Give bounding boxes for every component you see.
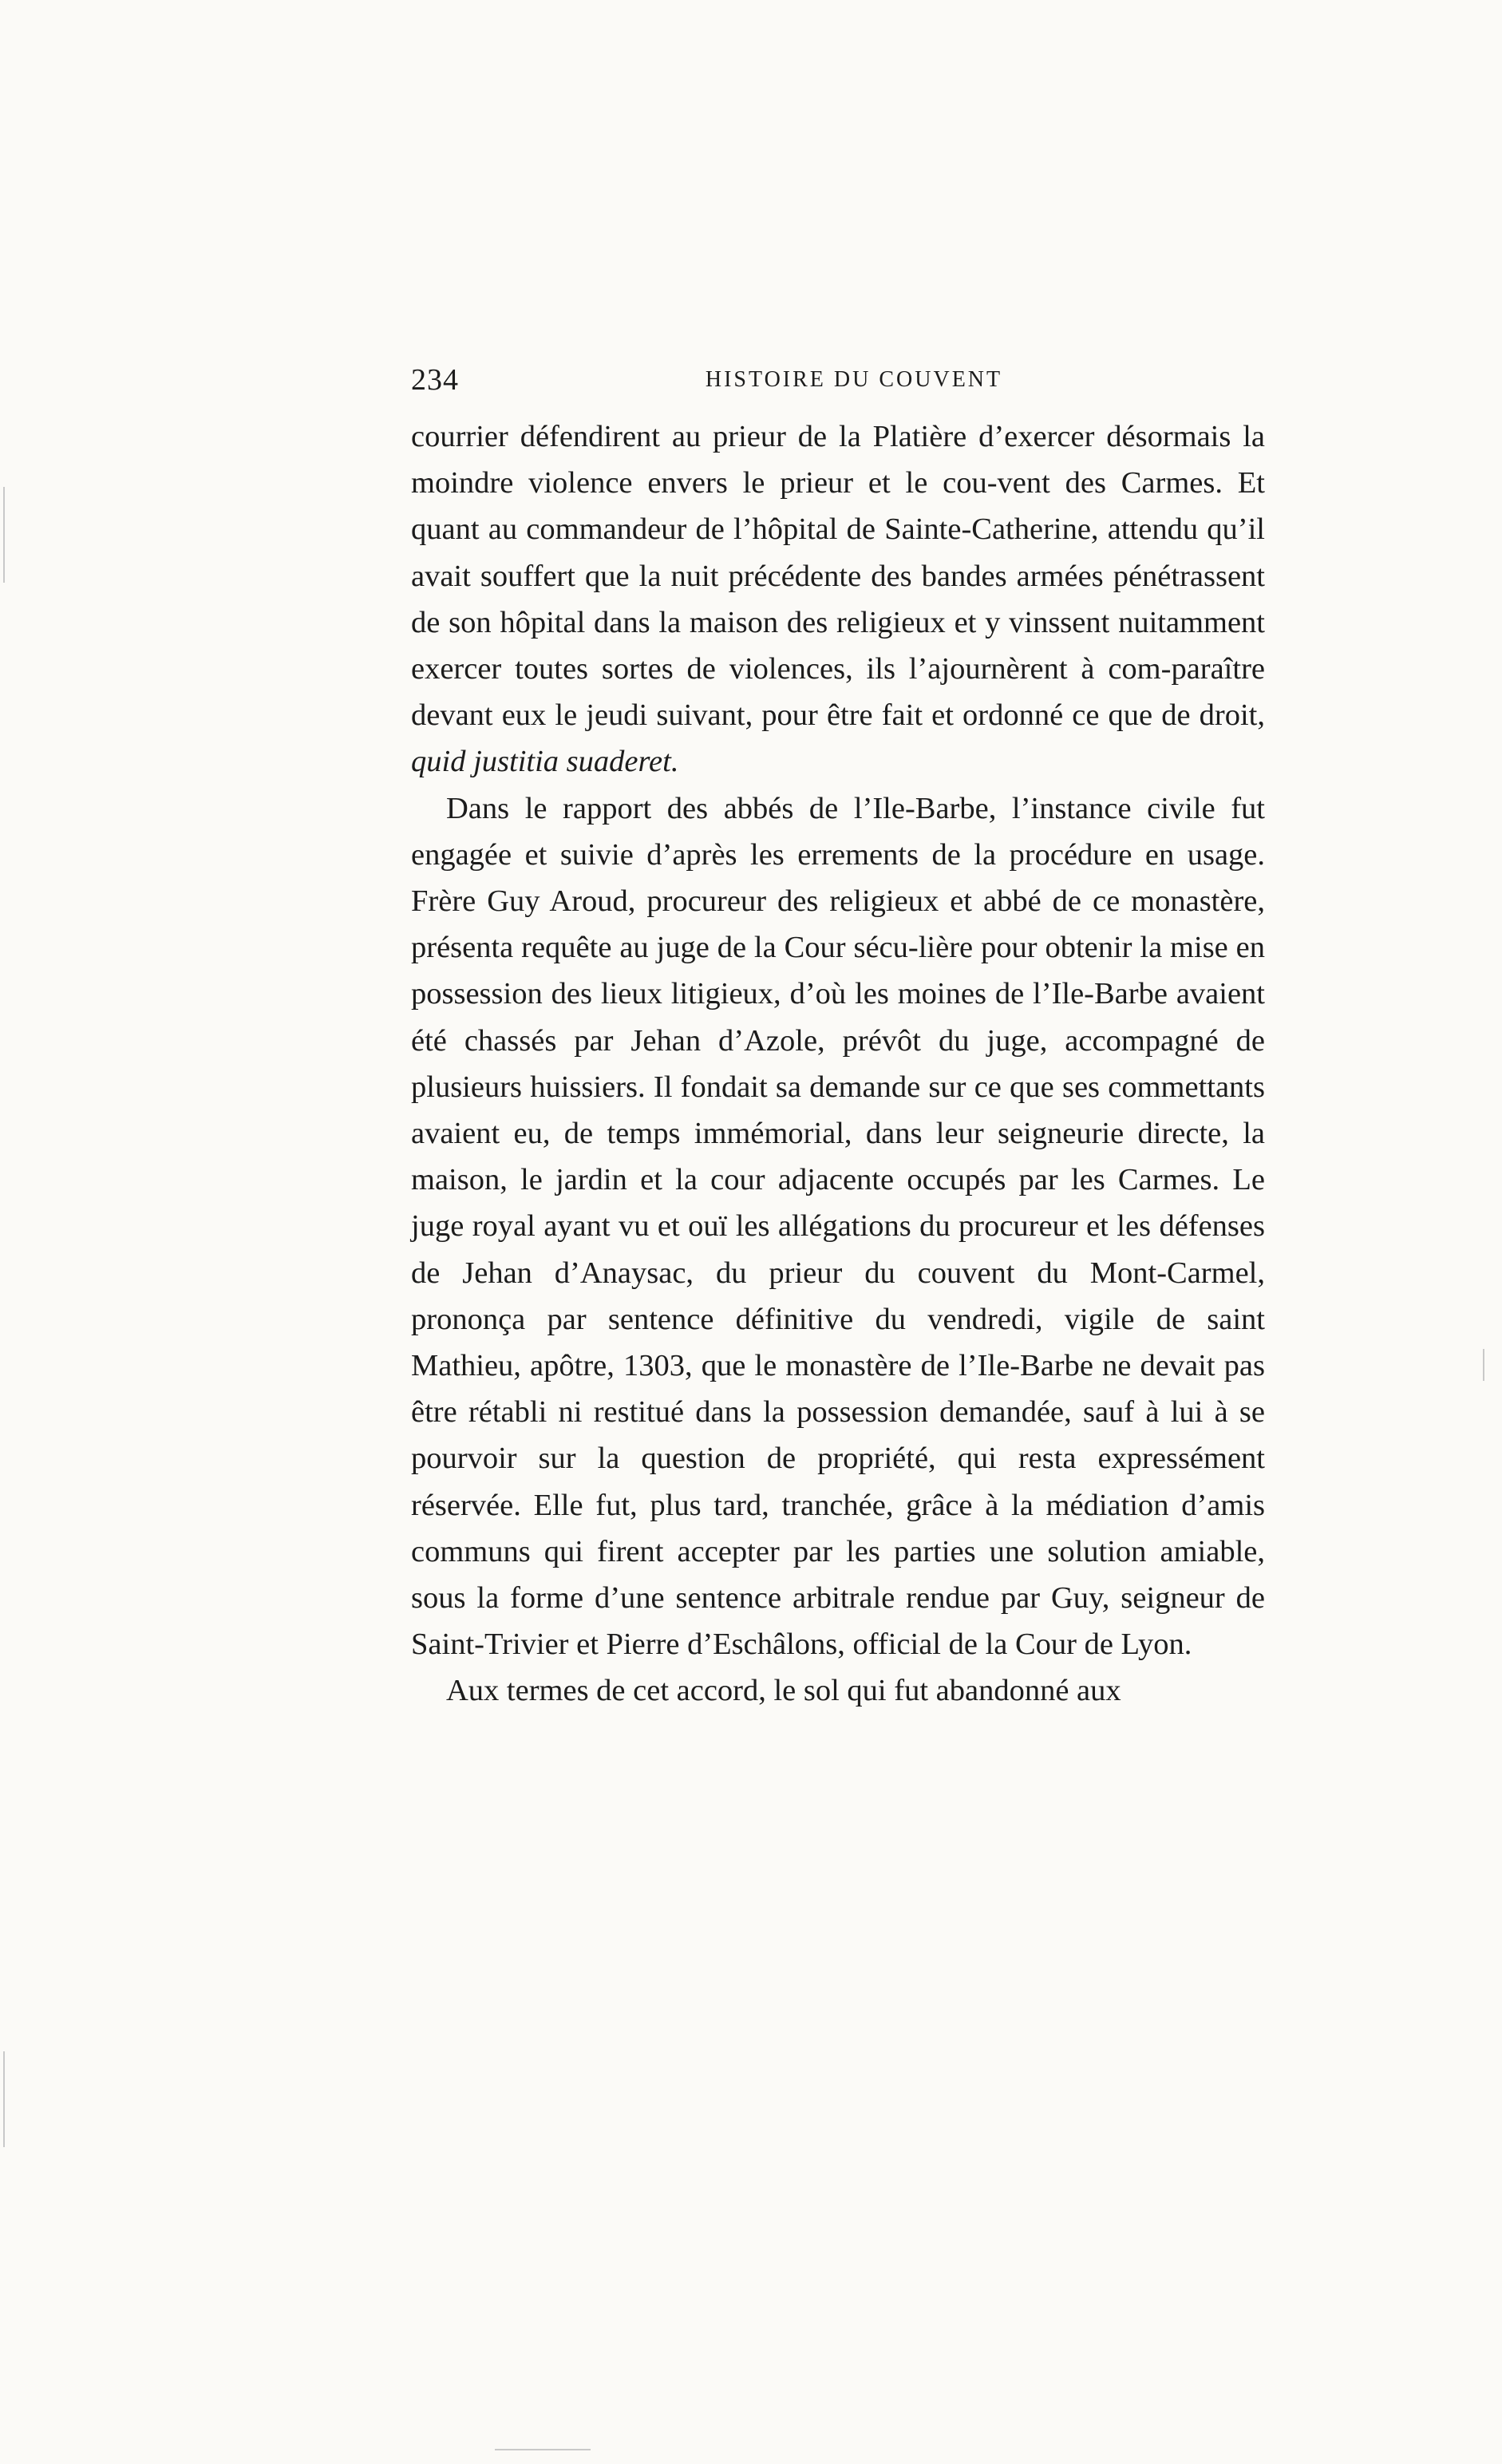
scan-bottom-line: [495, 2449, 591, 2450]
scan-margin-line-right: [1483, 1349, 1484, 1381]
body-text: [411, 413, 1265, 1715]
running-title: HISTOIRE DU COUVENT: [705, 367, 1003, 392]
paragraph-1-text: courrier défendirent au prieur de la Platière d’exercer désormais la moindre violence envers le prieur et le cou-vent des Carmes. Et quant au commandeur de l’hôpital de Sainte-Catherine, attendu qu’il avait souffert que la nuit précédente des bandes armées pénétrassent de son hôpital dans la maison des religieux et y vinssent nuitamment exercer toutes sortes de violences, ils l’ajournèrent à com-paraître devant eux le jeudi suivant, pour être fait et ordonné ce que de droit,: [411, 420, 1265, 733]
page-number: 234: [411, 363, 459, 397]
page-header: [411, 356, 1265, 404]
scan-margin-line-left-lower: [3, 2051, 5, 2147]
latin-phrase: quid justitia suaderet.: [411, 745, 679, 779]
paragraph-2: Dans le rapport des abbés de l’Ile-Barbe, l’instance civile fut engagée et suivie d’après les errements de la procédure en usage. Frère Guy Aroud, procureur des religieux et abbé de ce monastère, présenta requête au juge de la Cour sécu-lière pour obtenir la mise en possession des lieux litigieux, d’où les moines de l’Ile-Barbe avaient été chassés par Jehan d’Azole, prévôt du juge, accompagné de plusieurs huissiers. Il fondait sa demande sur ce que ses commettants avaient eu, de temps immémorial, dans leur seigneurie directe, la maison, le jardin et la cour adjacente occupés par les Carmes. Le juge royal ayant vu et ouï les allégations du procureur et les défenses de Jehan d’Anaysac, du prieur du couvent du Mont-Carmel, prononça par sentence définitive du vendredi, vigile de saint Mathieu, apôtre, 1303, que le monastère de l’Ile-Barbe ne devait pas être rétabli ni restitué dans la possession demandée, sauf à lui à se pourvoir sur la question de propriété, qui resta expressément réservée. Elle fut, plus tard, tranchée, grâce à la médiation d’amis communs qui firent accepter par les parties une solution amiable, sous la forme d’une sentence arbitrale rendue par Guy, seigneur de Saint-Trivier et Pierre d’Eschâlons, official de la Cour de Lyon.: [411, 791, 1265, 1662]
scan-margin-line-left: [3, 487, 5, 583]
paragraph-3: Aux termes de cet accord, le sol qui fut abandonné aux: [446, 1674, 1121, 1708]
paragraph-1: [411, 413, 1265, 785]
